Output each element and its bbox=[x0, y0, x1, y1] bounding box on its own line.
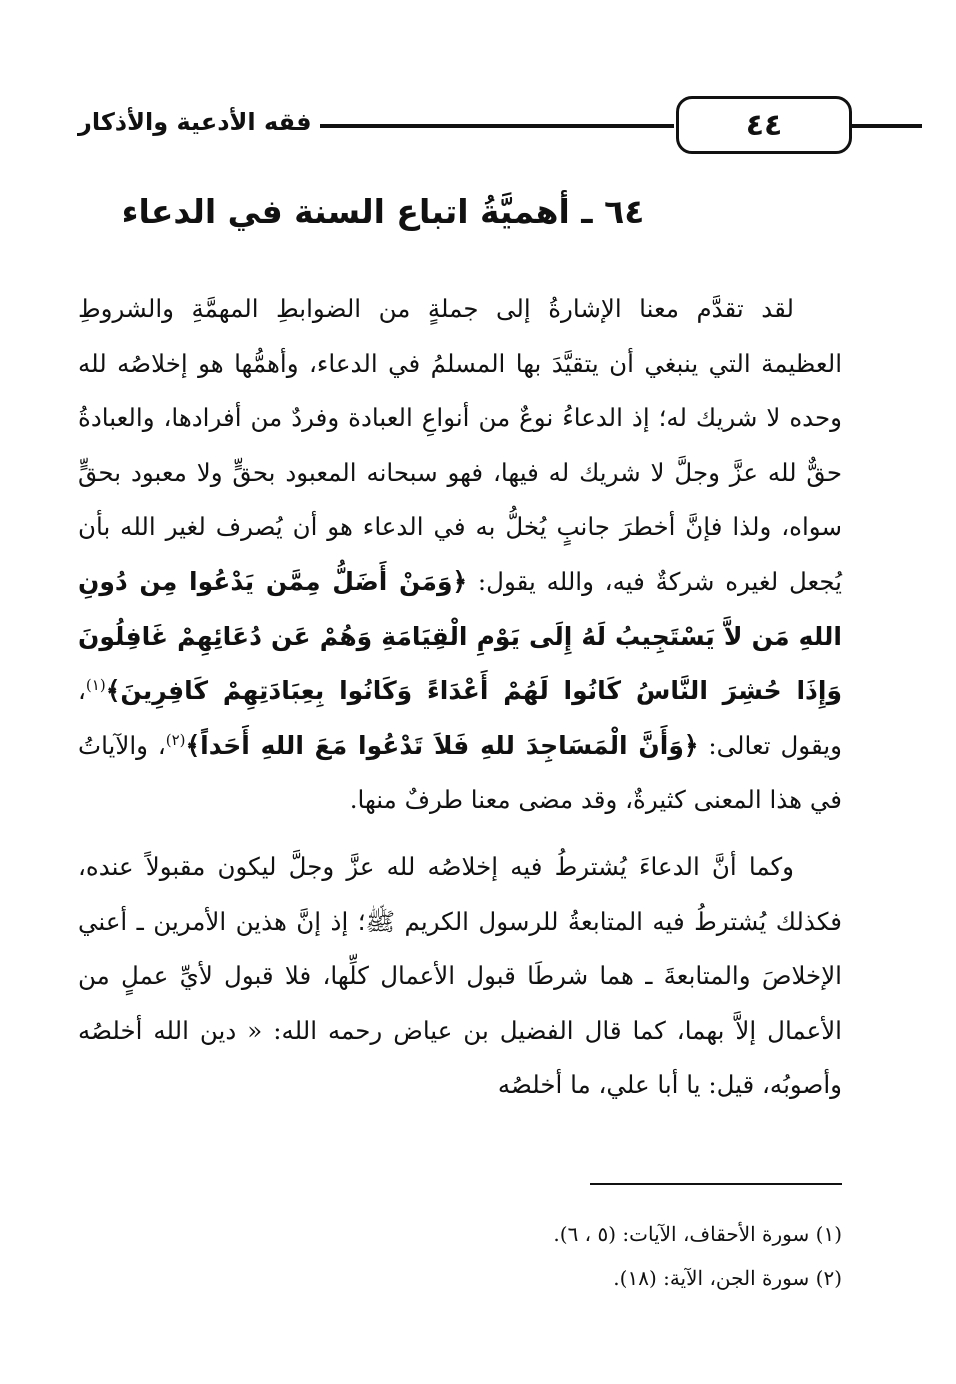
quran-verse-2: ﴿وَأَنَّ الْمَسَاجِدَ للهِ فَلاَ تَدْعُوا مَعَ اللهِ أَحَداً﴾ bbox=[185, 730, 699, 760]
body-text bbox=[78, 282, 842, 1113]
header-rule-right bbox=[852, 124, 922, 128]
page-number-box bbox=[676, 96, 852, 154]
footnote-2: (٢) سورة الجن، الآية: (١٨). bbox=[613, 1266, 842, 1290]
footnote-ref-2[interactable]: (٢) bbox=[165, 730, 186, 749]
footnotes bbox=[400, 1212, 842, 1300]
paragraph-1 bbox=[78, 282, 842, 828]
header-rule-middle bbox=[320, 124, 674, 128]
paragraph-1-text-2: ، ويقول تعالى: bbox=[78, 676, 843, 760]
footnote-1: (١) سورة الأحقاف، الآيات: (٥ ، ٦). bbox=[553, 1222, 842, 1246]
page-header bbox=[78, 96, 842, 164]
footnote-ref-1[interactable]: (١) bbox=[85, 676, 106, 694]
chapter-title: ٦٤ ـ أهميَّةُ اتباع السنة في الدعاء bbox=[121, 192, 645, 231]
paragraph-2: وكما أنَّ الدعاءَ يُشترطُ فيه إخلاصُه لله عزَّ وجلَّ ليكون مقبولاً عنده، فكذلك يُشترطُ فيه المتابعةُ للرسول الكريم ﷺ؛ إذ إنَّ هذين الأمرين ـ أعني الإخلاصَ والمتابعةَ ـ هما شرطَا قبول الأعمال كلِّها، فلا قبول لأيِّ عملٍ من الأعمال إلاَّ بهما، كما قال الفضيل بن عياض رحمه الله: « دين الله أخلصُه وأصوبُه، قيل: يا أبا علي، ما أخلصُه bbox=[78, 851, 842, 1100]
footnote-divider bbox=[590, 1183, 842, 1185]
page-number: ٤٤ bbox=[745, 107, 783, 143]
paragraph-1-text-1: لقد تقدَّم معنا الإشارةُ إلى جملةٍ من الضوابطِ المهمَّةِ والشروطِ العظيمة التي ينبغي أن يتقيَّدَ بها المسلمُ في الدعاء، وأهمُّها هو إخلاصُه لله وحده لا شريك له؛ إذ الدعاءُ نوعٌ من أنواعِ العبادة وفردٌ من أفرادها، والعبادةُ حقٌّ لله عزَّ وجلَّ لا شريك له فيها، فهو سبحانه المعبود بحقٍّ ولا معبود بحقٍّ سواه، ولذا فإنَّ أخطرَ جانبٍ يُخلُّ به في الدعاء هو أن يُصرف لغير الله بأن يُجعل لغيره شركةٌ فيه، والله يقول: bbox=[78, 294, 842, 596]
paragraph-1-text-3: ، والآياتُ في هذا المعنى كثيرةٌ، وقد مضى معنا طرفٌ منها. bbox=[78, 730, 842, 815]
quran-verse-1: ﴿وَمَنْ أَضَلُّ مِمَّن يَدْعُوا مِن دُونِ اللهِ مَن لاَّ يَسْتَجِيبُ لَهُ إِلَى يَوْمِ الْقِيَامَةِ وَهُمْ عَن دُعَائِهِمْ غَافِلُونَ وَإِذَا حُشِرَ النَّاسُ كَانُوا لَهُمْ أَعْدَاءً وَكَانُوا بِعِبَادَتِهِمْ كَافِرِينَ﴾ bbox=[78, 566, 842, 706]
running-title: فقه الأدعية والأذكار bbox=[78, 108, 312, 136]
